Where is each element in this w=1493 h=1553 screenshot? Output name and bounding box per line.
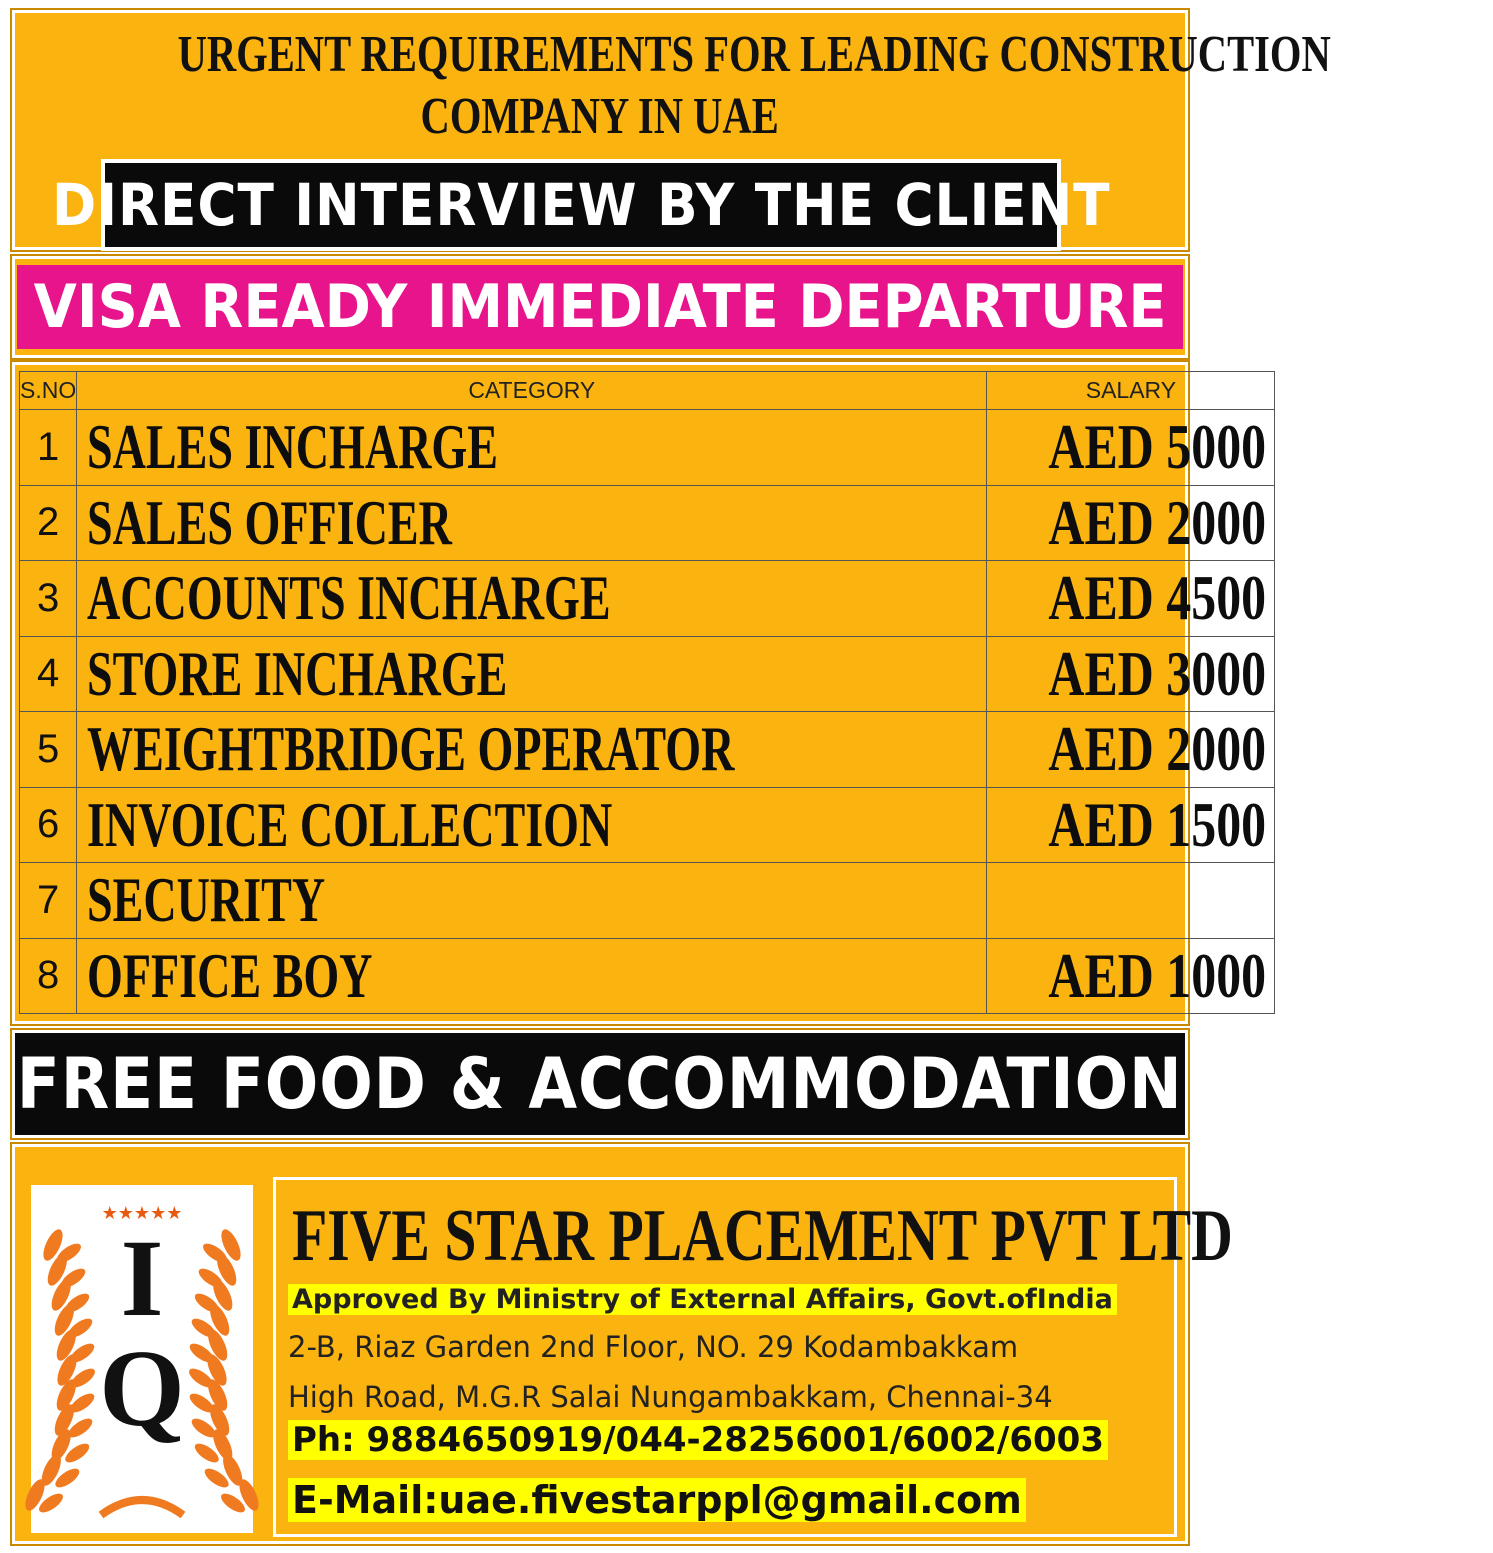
row-salary: AED 4500 xyxy=(987,561,1275,637)
row-sno: 8 xyxy=(20,938,77,1014)
row-category: SALES OFFICER xyxy=(77,485,987,561)
svg-text:Q: Q xyxy=(99,1327,185,1449)
table-row xyxy=(20,410,1275,486)
table-row xyxy=(20,938,1275,1014)
row-salary: AED 3000 xyxy=(987,636,1275,712)
row-sno: 3 xyxy=(20,561,77,637)
visa-panel xyxy=(12,256,1188,358)
table-row xyxy=(20,636,1275,712)
email-line[interactable]: E-Mail:uae.fivestarppl@gmail.com xyxy=(288,1478,1026,1522)
row-salary: AED 5000 xyxy=(987,410,1275,486)
table-row xyxy=(20,712,1275,788)
row-category: STORE INCHARGE xyxy=(77,636,987,712)
row-salary xyxy=(987,863,1275,939)
row-sno: 5 xyxy=(20,712,77,788)
row-sno: 2 xyxy=(20,485,77,561)
headline-line-2: COMPANY IN UAE xyxy=(420,88,780,145)
table-row xyxy=(20,863,1275,939)
row-salary: AED 1000 xyxy=(987,938,1275,1014)
approval-line: Approved By Ministry of External Affairs, Govt.ofIndia xyxy=(288,1284,1117,1315)
table-header-row xyxy=(20,372,1275,410)
footer-panel xyxy=(12,1144,1233,1544)
row-category: ACCOUNTS INCHARGE xyxy=(77,561,987,637)
jobs-panel xyxy=(12,362,1267,1024)
jobs-table xyxy=(19,371,1275,1014)
headline-line-1: URGENT REQUIREMENTS FOR LEADING CONSTRUCTION xyxy=(177,26,1331,83)
row-category: SALES INCHARGE xyxy=(77,410,987,486)
header-category: CATEGORY xyxy=(77,372,987,410)
company-name: FIVE STAR PLACEMENT PVT LTD xyxy=(292,1195,1233,1277)
row-salary: AED 2000 xyxy=(987,712,1275,788)
table-row xyxy=(20,485,1275,561)
header-sno: S.NO xyxy=(20,372,77,410)
phone-line: Ph: 9884650919/044-28256001/6002/6003 xyxy=(288,1420,1108,1460)
row-salary: AED 2000 xyxy=(987,485,1275,561)
svg-text:★★★★★: ★★★★★ xyxy=(101,1203,183,1224)
row-category: WEIGHTBRIDGE OPERATOR xyxy=(77,712,987,788)
visa-banner: VISA READY IMMEDIATE DEPARTURE xyxy=(17,265,1183,349)
header-salary: SALARY xyxy=(987,372,1275,410)
table-row xyxy=(20,561,1275,637)
table-row xyxy=(20,787,1275,863)
row-category: SECURITY xyxy=(77,863,987,939)
direct-interview-banner: DIRECT INTERVIEW BY THE CLIENT xyxy=(101,159,1061,251)
address-line-2: High Road, M.G.R Salai Nungambakkam, Chennai-34 xyxy=(288,1380,1053,1414)
row-category: OFFICE BOY xyxy=(77,938,987,1014)
company-logo xyxy=(31,1185,253,1533)
header-panel xyxy=(12,10,1331,250)
address-line-1: 2-B, Riaz Garden 2nd Floor, NO. 29 Kodambakkam xyxy=(288,1330,1019,1364)
row-category: INVOICE COLLECTION xyxy=(77,787,987,863)
benefits-panel xyxy=(12,1030,1188,1138)
row-sno: 4 xyxy=(20,636,77,712)
company-info xyxy=(273,1177,1233,1537)
wreath-logo-icon xyxy=(31,1185,253,1533)
row-sno: 6 xyxy=(20,787,77,863)
benefits-banner: FREE FOOD & ACCOMMODATION xyxy=(17,1043,1183,1125)
row-sno: 7 xyxy=(20,863,77,939)
row-salary: AED 1500 xyxy=(987,787,1275,863)
svg-text:I: I xyxy=(120,1217,164,1339)
row-sno: 1 xyxy=(20,410,77,486)
